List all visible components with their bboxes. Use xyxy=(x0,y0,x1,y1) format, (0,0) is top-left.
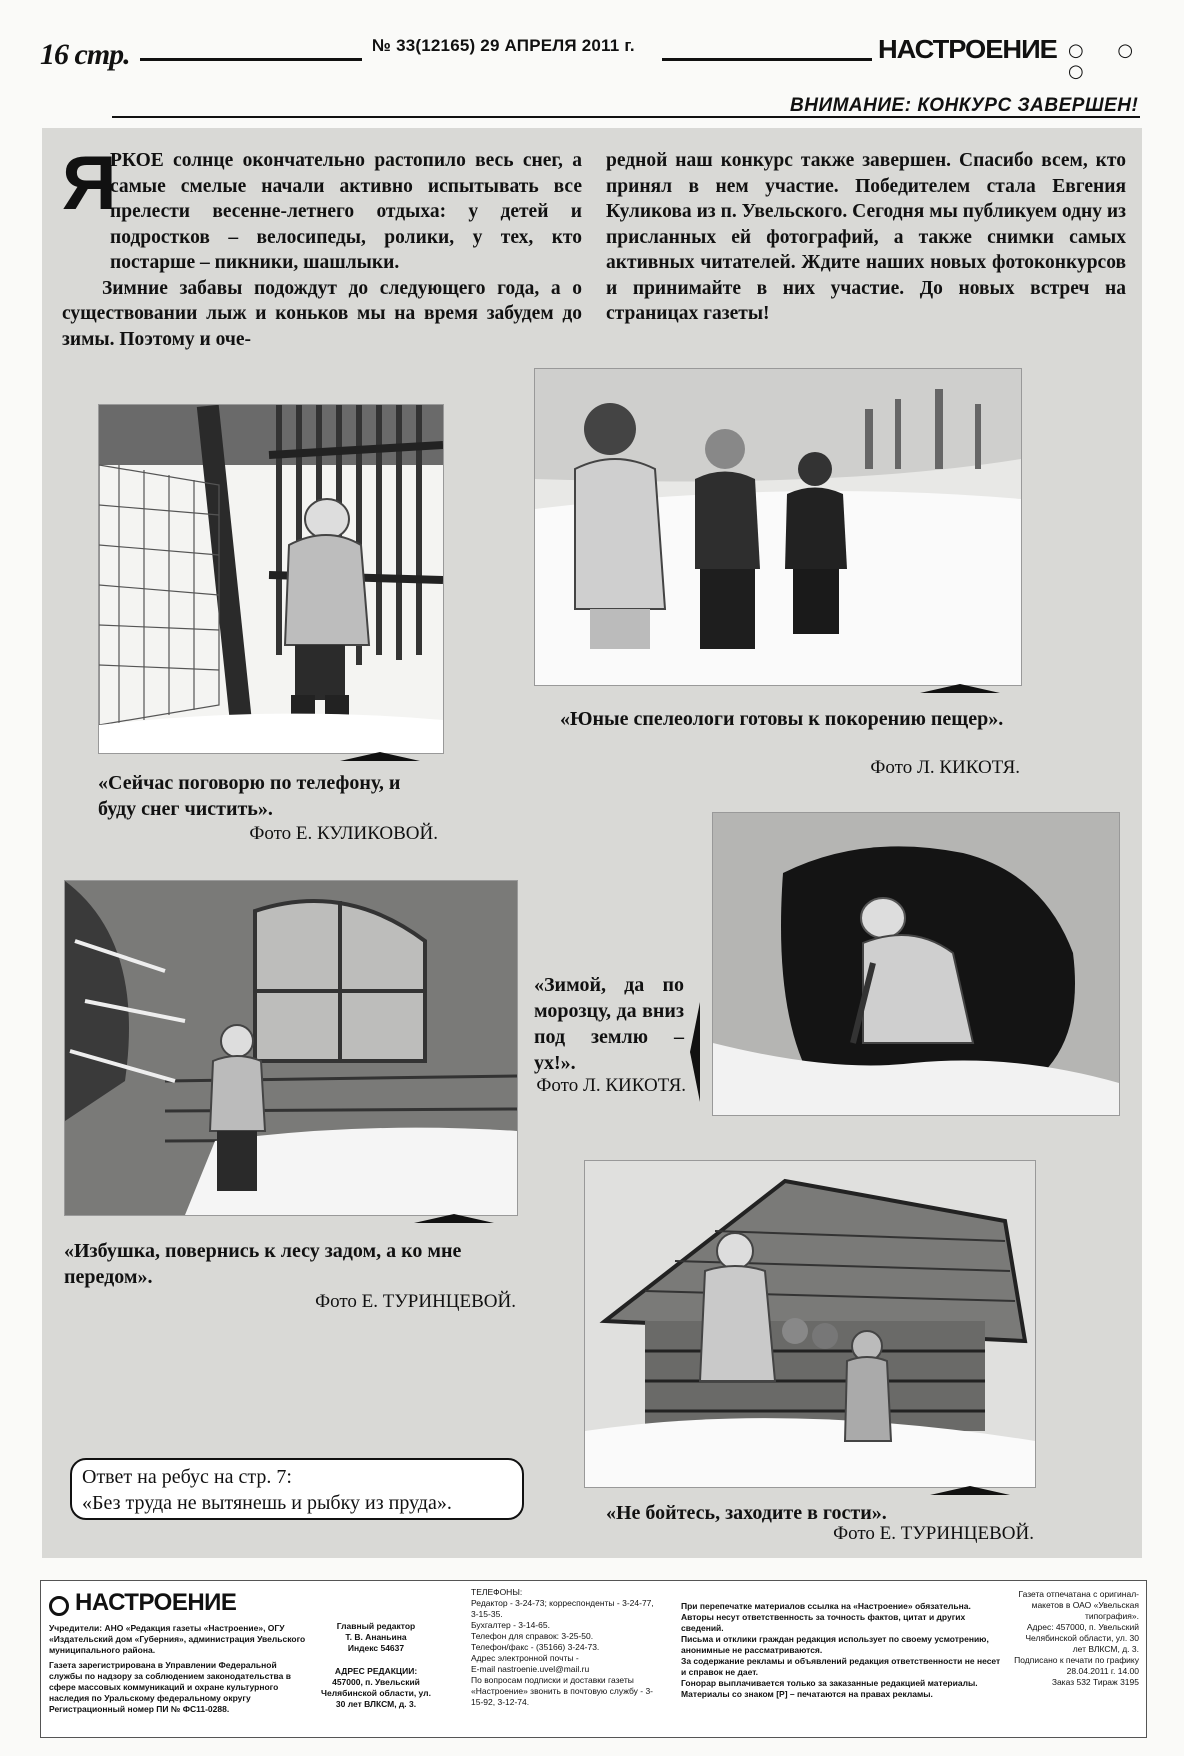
email: E-mail nastroenie.uvel@mail.ru xyxy=(471,1664,590,1674)
photo-house-guests xyxy=(584,1160,1036,1488)
rebus-title: Ответ на ребус на стр. 7: xyxy=(82,1466,292,1488)
footer-notes-block xyxy=(681,1601,1001,1700)
credit-photo-4: Фото Е. ТУРИНЦЕВОЙ. xyxy=(315,1291,516,1312)
rubric-title: ВНИМАНИЕ: КОНКУРС ЗАВЕРШЕН! xyxy=(790,95,1139,116)
caption-photo-4 xyxy=(64,1238,516,1290)
photo-girl-at-fence xyxy=(98,404,444,754)
editor-title: Главный редактор xyxy=(336,1621,416,1631)
article-paragraph-2: Зимние забавы подождут до следующего года, а о существовании лыж и коньков мы на время забудем до зимы. Поэтому и оче- xyxy=(62,277,582,350)
caption-text: «Юные спелеологи готовы к покорению пещер». xyxy=(560,708,1004,730)
caption-text: «Сейчас поговорю по телефону, и буду снег чистить». xyxy=(98,772,401,820)
header-rule-right xyxy=(662,58,872,61)
newspaper-logo-icon xyxy=(49,1596,69,1616)
footer-founders-block xyxy=(49,1623,311,1715)
drop-cap: Я xyxy=(62,141,117,226)
note: За содержание рекламы и объявлений редакция ответственности не несет и справок не дает. xyxy=(681,1656,1001,1677)
newspaper-brand: НАСТРОЕНИЕ xyxy=(878,34,1057,64)
phone-line: Адрес электронной почты - xyxy=(471,1653,579,1663)
note: Письма и отклики граждан редакция использует по своему усмотрению, анонимные не рассматриваются. xyxy=(681,1634,989,1655)
photo-cave xyxy=(712,812,1120,1116)
registration-number: Регистрационный номер ПИ № ФС11-0288. xyxy=(49,1704,230,1714)
print-info: Газета отпечатана с оригинал-макетов в ОАО «Увельская типография». xyxy=(1018,1589,1139,1621)
issue-info: № 33(12165) 29 АПРЕЛЯ 2011 г. xyxy=(372,36,635,55)
phone-line: Телефон/факс - (35166) 3-24-73. xyxy=(471,1642,600,1652)
header-dots: ○ ○ ○ xyxy=(1068,40,1148,82)
founders: Учредители: АНО «Редакция газеты «Настроение», ОГУ «Издательский дом «Губерния», администрация Увельского муниципального района. xyxy=(49,1623,306,1655)
editor-name: Т. В. Ананьина xyxy=(345,1632,407,1642)
photo-izbushka xyxy=(64,880,518,1216)
address-title: АДРЕС РЕДАКЦИИ: xyxy=(334,1666,418,1676)
caption-marker xyxy=(930,1486,1010,1495)
footer-brand: НАСТРОЕНИЕ xyxy=(75,1589,237,1616)
note: Материалы со знаком [Р] – печатаются на правах рекламы. xyxy=(681,1689,933,1699)
caption-marker xyxy=(414,1214,494,1223)
rebus-answer: «Без труда не вытянешь и рыбку из пруда». xyxy=(82,1492,452,1514)
credit-photo-2: Фото Л. КИКОТЯ. xyxy=(870,757,1020,778)
caption-photo-3 xyxy=(534,972,684,1076)
note: Авторы несут ответственность за точность фактов, цитат и других сведений. xyxy=(681,1612,966,1633)
caption-marker xyxy=(340,752,420,761)
article-right-column xyxy=(606,148,1126,327)
address: 457000, п. Увельский Челябинской области, ул. 30 лет ВЛКСМ, д. 3. xyxy=(321,1677,431,1709)
photo-young-speleologists xyxy=(534,368,1022,686)
caption-text: «Зимой, да по морозцу, да вниз под землю – ух!». xyxy=(534,974,684,1074)
phone-line: Бухгалтер - 3-14-65. xyxy=(471,1620,550,1630)
note: Гонорар выплачивается только за заказанные редакцией материалы. xyxy=(681,1678,978,1688)
phones-title: ТЕЛЕФОНЫ: xyxy=(471,1587,523,1597)
rebus-answer-box xyxy=(70,1458,524,1520)
article-paragraph-1: РКОЕ солнце окончательно растопило весь снег, а самые смелые начали активно испытывать все прелести весенне-летнего отдыха: у детей и подростков – велосипеды, ролики, у тех, кто постарше – пикники, шашлыки. xyxy=(110,150,582,273)
credit-photo-5: Фото Е. ТУРИНЦЕВОЙ. xyxy=(833,1523,1034,1544)
article-paragraph-3: редной наш конкурс также завершен. Спасибо всем, кто принял в нем участие. Победителем стала Евгения Куликова из п. Увельского. Сегодня мы публикуем одну из присланных ей фотографий, а также снимки самых активных читателей. Ждите наших новых фотоконкурсов и принимайте в них участие. До новых встреч на страницах газеты! xyxy=(606,150,1126,324)
footer-phones-block xyxy=(471,1587,661,1708)
page-number: 16 стр. xyxy=(40,38,130,71)
phone-line: Телефон для справок: 3-25-50. xyxy=(471,1631,594,1641)
header-rule-left xyxy=(140,58,362,61)
footer-editor-block xyxy=(321,1621,431,1710)
subscription-index: Индекс 54637 xyxy=(347,1643,405,1653)
footer-print-block xyxy=(1011,1589,1139,1688)
caption-text: «Не бойтесь, заходите в гости». xyxy=(606,1502,887,1524)
footer-brand-block xyxy=(49,1589,236,1617)
note: При перепечатке материалов ссылка на «Настроение» обязательна. xyxy=(681,1601,971,1611)
print-info: Заказ 532 Тираж 3195 xyxy=(1051,1677,1139,1687)
caption-text: «Избушка, повернись к лесу задом, а ко мне передом». xyxy=(64,1240,462,1288)
credit-photo-3: Фото Л. КИКОТЯ. xyxy=(536,1075,686,1096)
caption-marker xyxy=(920,684,1000,693)
caption-photo-2 xyxy=(560,706,1020,732)
phone-line: Редактор - 3-24-73; корреспонденты - 3-24-77, 3-15-35. xyxy=(471,1598,654,1619)
article-left-column xyxy=(62,141,582,352)
caption-photo-1 xyxy=(98,770,438,822)
credit-photo-1: Фото Е. КУЛИКОВОЙ. xyxy=(249,823,438,844)
phone-line: По вопросам подписки и доставки газеты «Настроение» звонить в почтовую службу - 3-15-92, 3-12-74. xyxy=(471,1675,654,1707)
registration: Газета зарегистрирована в Управлении Федеральной службы по надзору за соблюдением законодательства в сфере массовых коммуникаций и охране культурного наследия по Уральскому федеральному округу xyxy=(49,1660,291,1703)
imprint-footer xyxy=(40,1580,1147,1738)
print-info: Подписано к печати по графику 28.04.2011 г. 14.00 xyxy=(1014,1655,1139,1676)
print-info: Адрес: 457000, п. Увельский Челябинской области, ул. 30 лет ВЛКСМ, д. 3. xyxy=(1025,1622,1139,1654)
caption-marker-vertical xyxy=(690,1002,700,1102)
